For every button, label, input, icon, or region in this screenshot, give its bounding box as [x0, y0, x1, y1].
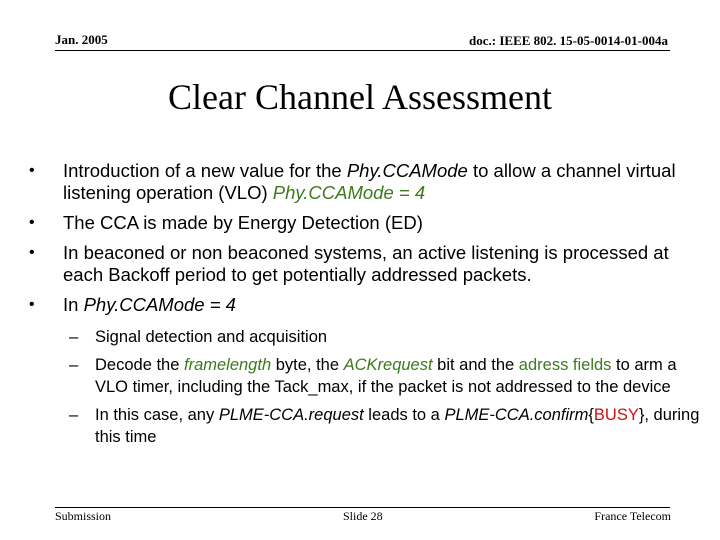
subbullet-text: Decode the: [95, 356, 184, 374]
subbullet-term-highlight: adress fields: [518, 356, 612, 374]
bullet-text: The CCA is made by Energy Detection (ED): [63, 212, 423, 233]
bullet-marker: •: [29, 162, 35, 179]
bullet-text: to allow a channel virtual listening operation (VLO): [63, 160, 676, 203]
busy-status-text: BUSY: [593, 406, 639, 424]
subbullet-item: [29, 404, 709, 448]
subbullet-term-highlight: ACKrequest: [343, 356, 433, 374]
bullet-text: Introduction of a new value for the: [63, 160, 347, 181]
subbullet-text: Signal detection and acquisition: [95, 328, 328, 346]
bullet-marker: •: [29, 296, 35, 313]
slide-title: Clear Channel Assessment: [168, 77, 552, 117]
header-doc-id: doc.: IEEE 802. 15-05-0014-01-004a: [469, 33, 668, 48]
bullet-item: [29, 294, 709, 316]
bullet-term: Phy.CCAMode = 4: [83, 294, 236, 315]
subbullet-term: PLME-CCA.confirm: [444, 406, 589, 424]
header-date: Jan. 2005: [55, 32, 108, 47]
bullet-item: [29, 242, 709, 286]
subbullet-marker: –: [69, 356, 79, 374]
subbullet-text: to arm a VLO timer, including the Tack_max, if the packet is not addressed to the device: [95, 356, 677, 396]
bullet-item: [29, 212, 709, 234]
subbullet-text: In this case, any: [95, 406, 219, 424]
slide-body: [29, 160, 709, 454]
bullet-marker: •: [29, 214, 35, 231]
subbullet-text: bit and the: [432, 356, 519, 374]
bullet-item: [29, 160, 709, 204]
header-divider: [55, 50, 670, 51]
bullet-marker: •: [29, 244, 35, 261]
bullet-text: In beaconed or non beaconed systems, an active listening is processed at each Backoff period to get potentially addressed packets.: [63, 242, 669, 285]
subbullet-text: byte, the: [271, 356, 344, 374]
bullet-term-highlight: Phy.CCAMode = 4: [272, 182, 426, 203]
subbullet-marker: –: [69, 406, 79, 424]
footer-slide-number: Slide 28: [343, 509, 383, 523]
subbullet-marker: –: [69, 328, 79, 346]
subbullet-text: {: [588, 406, 594, 424]
bullet-text: In: [63, 294, 84, 315]
subbullet-item: [29, 354, 709, 398]
bullet-term: Phy.CCAMode: [346, 160, 468, 181]
subbullet-text: }, during this time: [95, 406, 700, 446]
subbullet-text: leads to a: [363, 406, 445, 424]
subbullet-term-highlight: framelength: [183, 356, 272, 374]
footer-submission: Submission: [55, 509, 112, 523]
footer-divider: [55, 507, 670, 508]
subbullet-term: PLME-CCA.request: [218, 406, 364, 424]
subbullet-item: [29, 326, 709, 348]
footer-organization: France Telecom: [594, 509, 671, 523]
